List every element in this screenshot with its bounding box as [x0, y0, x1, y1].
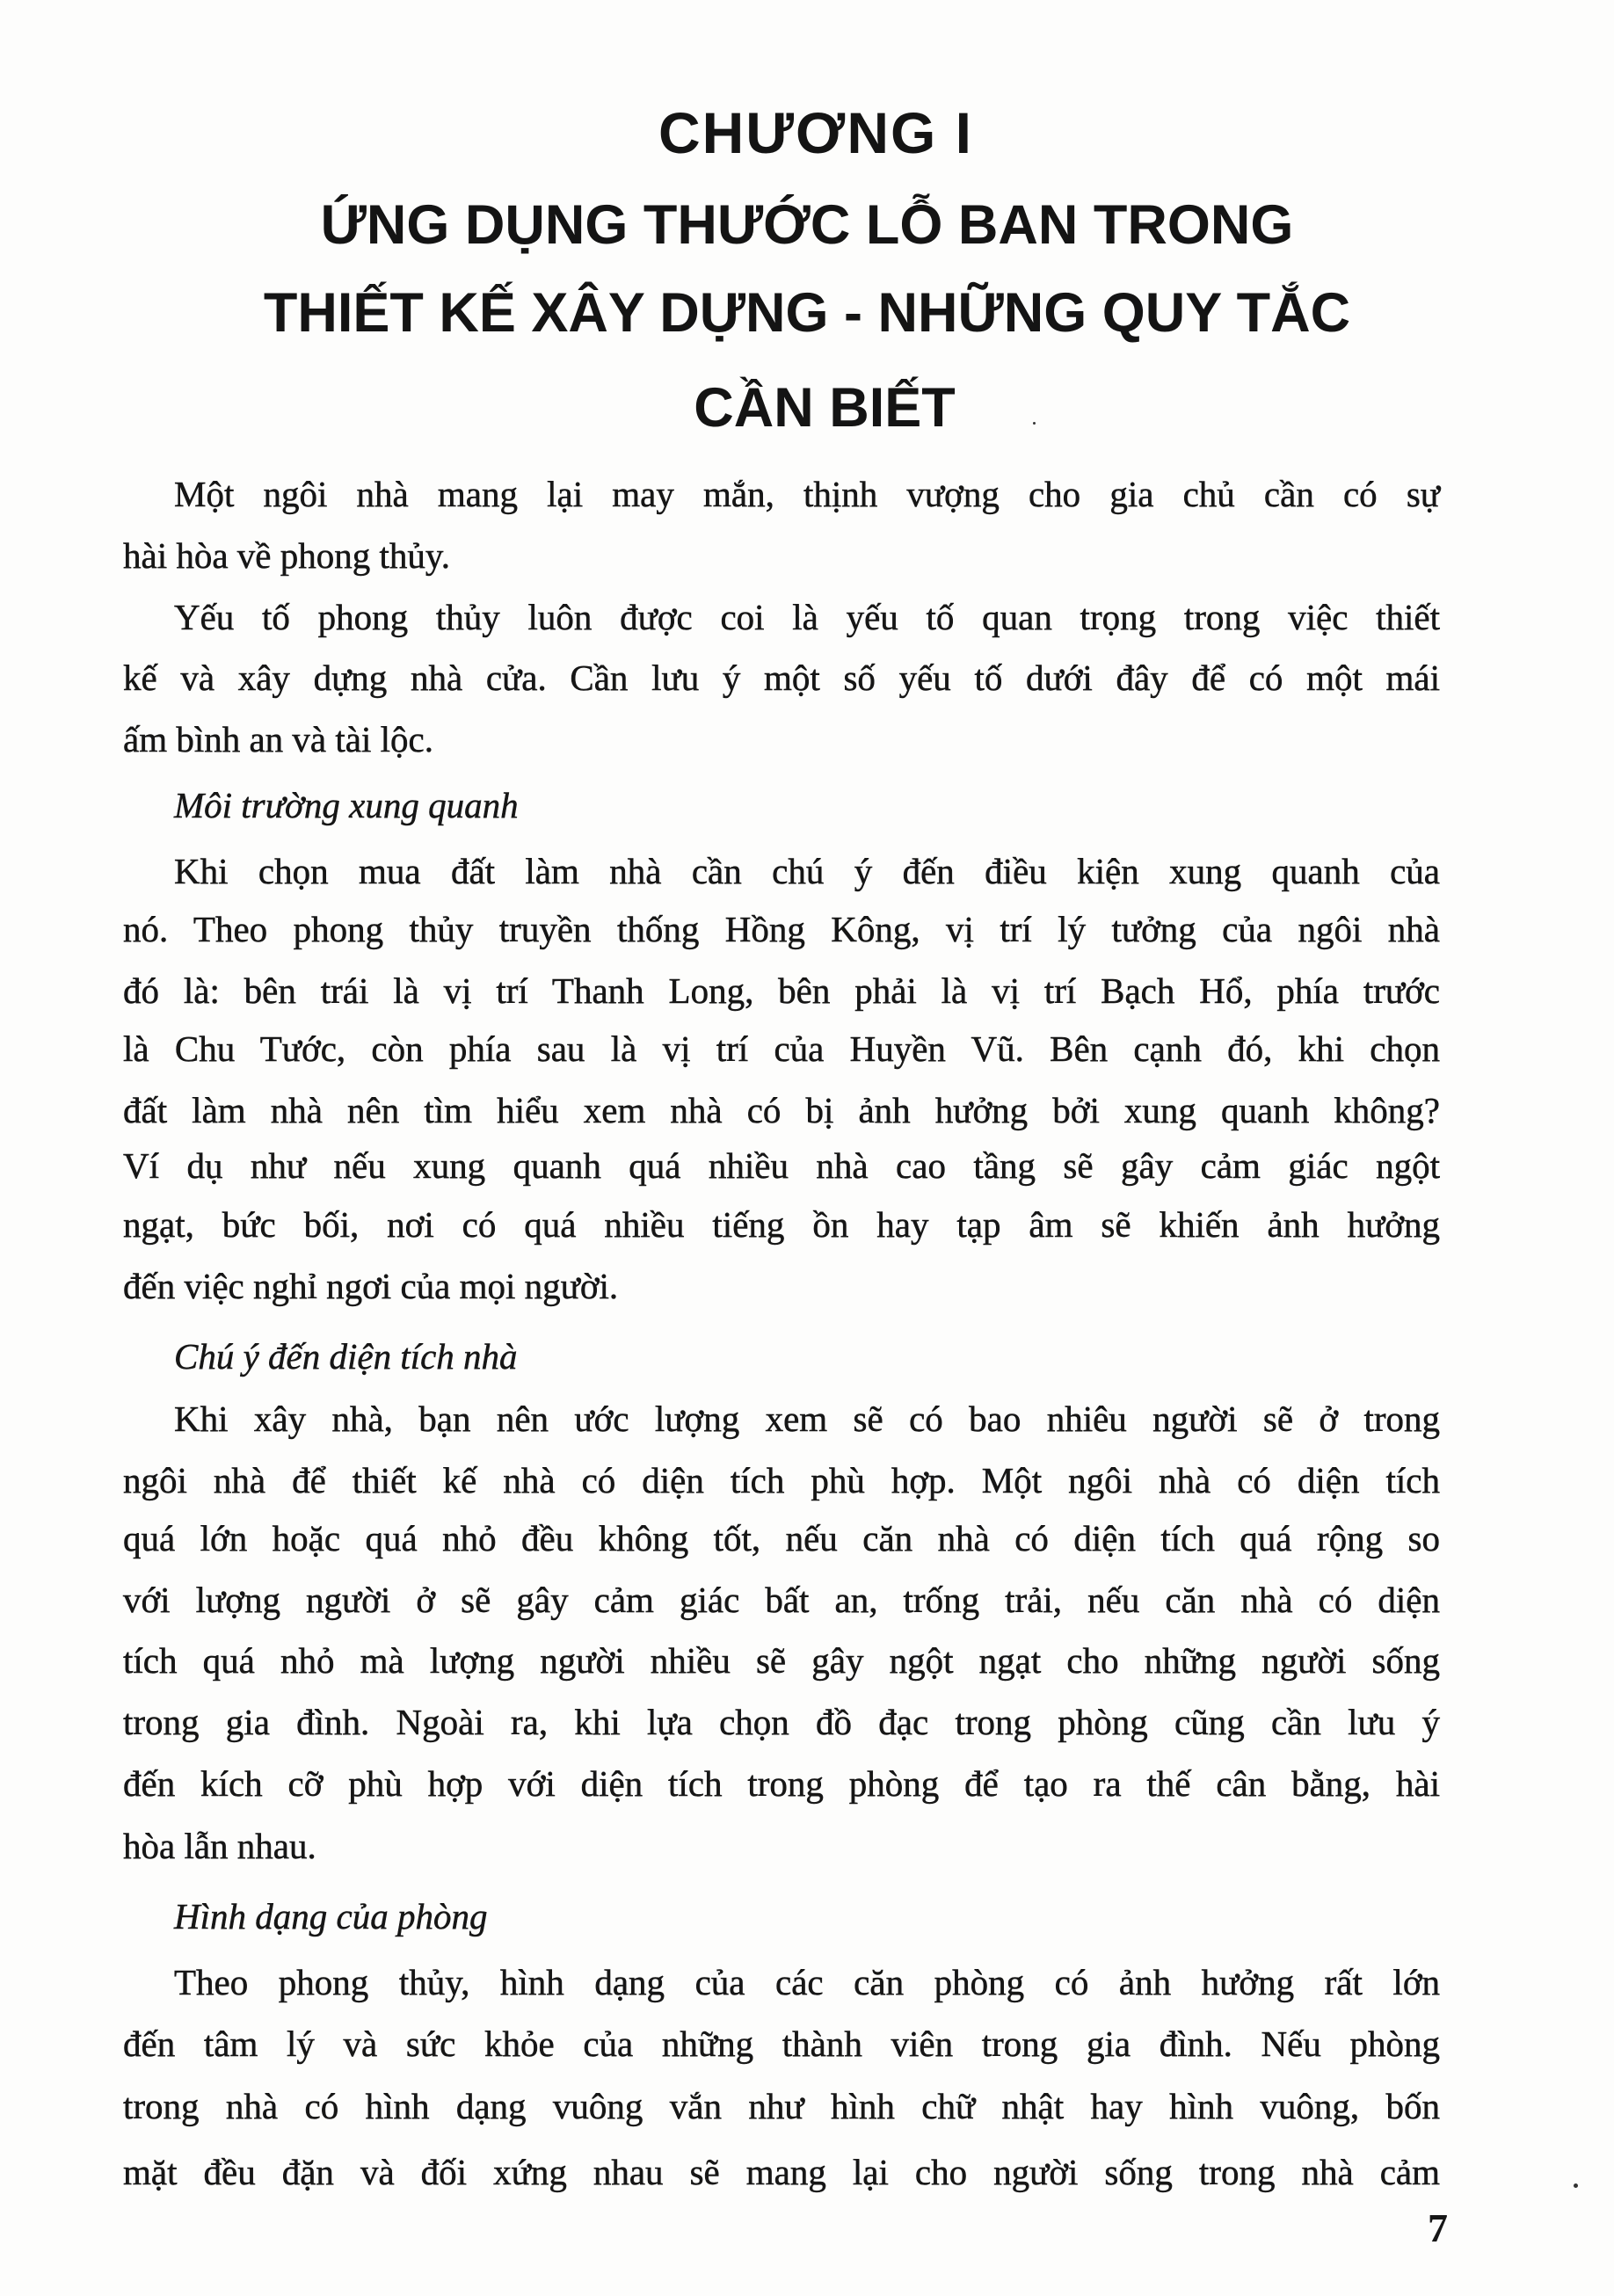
- paragraph-line: đến kích cỡ phù hợp với diện tích trong phòng để tạo ra thế cân bằng, hài: [123, 1763, 1440, 1804]
- paragraph-line: quá lớn hoặc quá nhỏ đều không tốt, nếu căn nhà có diện tích quá rộng so: [123, 1518, 1440, 1559]
- paragraph-line: là Chu Tước, còn phía sau là vị trí của Huyền Vũ. Bên cạnh đó, khi chọn: [123, 1028, 1440, 1069]
- scan-speck: [1574, 2183, 1578, 2188]
- paragraph-line: Khi chọn mua đất làm nhà cần chú ý đến điều kiện xung quanh của: [174, 851, 1440, 891]
- paragraph-line: đến tâm lý và sức khỏe của những thành viên trong gia đình. Nếu phòng: [123, 2024, 1440, 2064]
- paragraph-line: ấm bình an và tài lộc.: [123, 719, 433, 759]
- section-subheading: Môi trường xung quanh: [174, 785, 519, 825]
- chapter-label: CHƯƠNG I: [658, 100, 974, 165]
- section-subheading: Hình dạng của phòng: [174, 1896, 488, 1936]
- paragraph-line: Khi xây nhà, bạn nên ước lượng xem sẽ có bao nhiêu người sẽ ở trong: [174, 1399, 1440, 1439]
- chapter-title-line: ỨNG DỤNG THƯỚC LỖ BAN TRONG: [320, 194, 1294, 256]
- paragraph-line: đó là: bên trái là vị trí Thanh Long, bên phải là vị trí Bạch Hổ, phía trước: [123, 970, 1440, 1011]
- paragraph-line: nó. Theo phong thủy truyền thống Hồng Kông, vị trí lý tưởng của ngôi nhà: [123, 909, 1440, 949]
- chapter-title-line: CẦN BIẾT: [694, 377, 956, 439]
- paragraph-line: hài hòa về phong thủy.: [123, 535, 450, 576]
- paragraph-line: tích quá nhỏ mà lượng người nhiều sẽ gây ngột ngạt cho những người sống: [123, 1640, 1440, 1681]
- page-number: 7: [1428, 2205, 1448, 2250]
- paragraph-line: với lượng người ở sẽ gây cảm giác bất an, trống trải, nếu căn nhà có diện: [123, 1580, 1440, 1620]
- paragraph-line: Một ngôi nhà mang lại may mắn, thịnh vượng cho gia chủ cần có sự: [174, 474, 1440, 514]
- paragraph-line: ngạt, bức bối, nơi có quá nhiều tiếng ồn hay tạp âm sẽ khiến ảnh hưởng: [123, 1204, 1440, 1245]
- paragraph-line: hòa lẫn nhau.: [123, 1826, 316, 1866]
- paragraph-line: đến việc nghỉ ngơi của mọi người.: [123, 1266, 619, 1306]
- chapter-title-line: THIẾT KẾ XÂY DỰNG - NHỮNG QUY TẮC: [263, 282, 1351, 344]
- paragraph-line: trong gia đình. Ngoài ra, khi lựa chọn đồ đạc trong phòng cũng cần lưu ý: [123, 1702, 1440, 1742]
- paragraph-line: trong nhà có hình dạng vuông vắn như hình chữ nhật hay hình vuông, bốn: [123, 2086, 1440, 2126]
- scan-speck: [1033, 422, 1036, 425]
- paragraph-line: kế và xây dựng nhà cửa. Cần lưu ý một số yếu tố dưới đây để có một mái: [123, 658, 1440, 698]
- paragraph-line: Ví dụ như nếu xung quanh quá nhiều nhà cao tầng sẽ gây cảm giác ngột: [123, 1145, 1440, 1186]
- paragraph-line: đất làm nhà nên tìm hiểu xem nhà có bị ảnh hưởng bởi xung quanh không?: [123, 1090, 1440, 1130]
- paragraph-line: ngôi nhà để thiết kế nhà có diện tích phù hợp. Một ngôi nhà có diện tích: [123, 1460, 1440, 1500]
- paragraph-line: Yếu tố phong thủy luôn được coi là yếu tố quan trọng trong việc thiết: [174, 597, 1440, 637]
- section-subheading: Chú ý đến diện tích nhà: [174, 1336, 518, 1377]
- paragraph-line: mặt đều đặn và đối xứng nhau sẽ mang lại cho người sống trong nhà cảm: [123, 2152, 1440, 2192]
- paragraph-line: Theo phong thủy, hình dạng của các căn phòng có ảnh hưởng rất lớn: [174, 1962, 1440, 2002]
